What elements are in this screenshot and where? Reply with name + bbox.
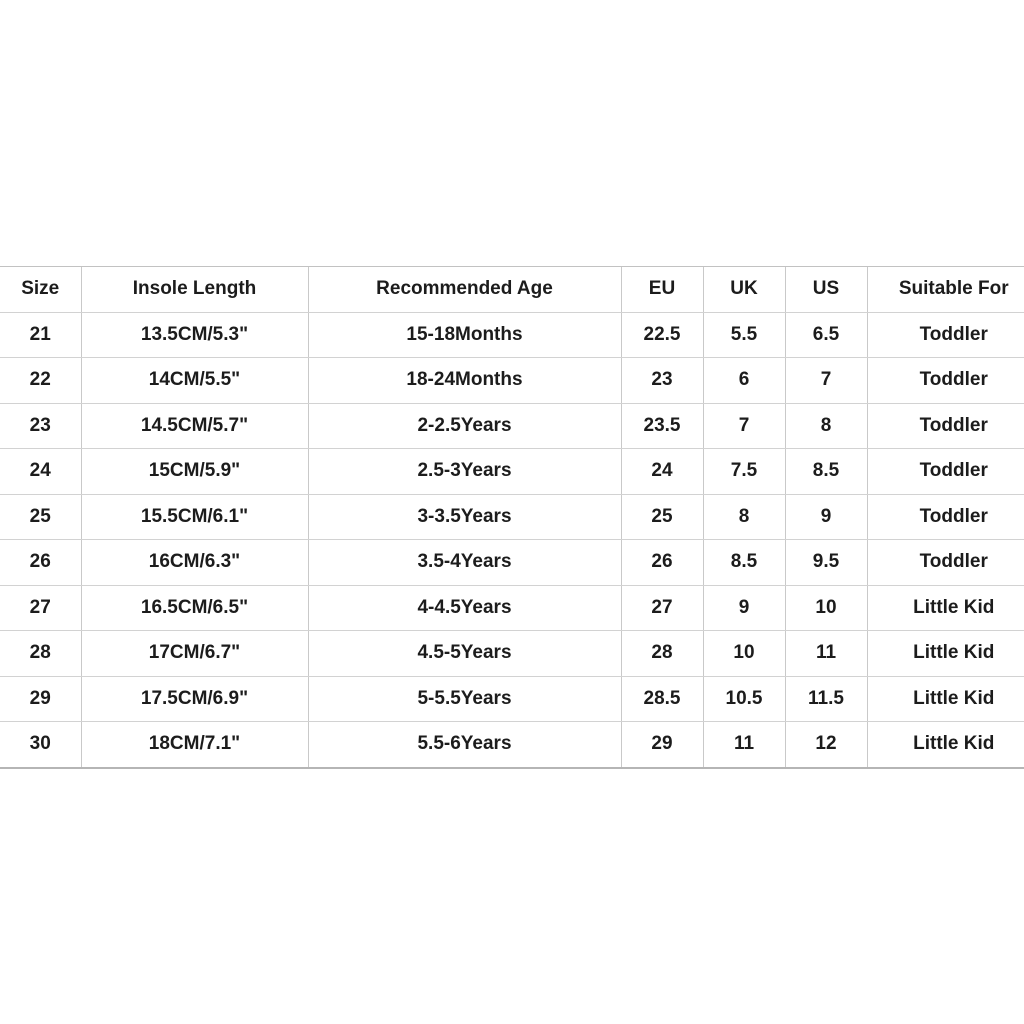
column-header-suitable-for: Suitable For bbox=[867, 267, 1024, 313]
cell-insole-length: 17CM/6.7" bbox=[81, 631, 308, 677]
cell-uk: 11 bbox=[703, 722, 785, 768]
cell-eu: 27 bbox=[621, 585, 703, 631]
cell-size: 26 bbox=[0, 540, 81, 586]
cell-insole-length: 18CM/7.1" bbox=[81, 722, 308, 768]
cell-suitable-for: Toddler bbox=[867, 494, 1024, 540]
cell-suitable-for: Little Kid bbox=[867, 722, 1024, 768]
cell-uk: 8 bbox=[703, 494, 785, 540]
cell-uk: 10 bbox=[703, 631, 785, 677]
column-header-insole-length: Insole Length bbox=[81, 267, 308, 313]
cell-size: 30 bbox=[0, 722, 81, 768]
table-row bbox=[0, 585, 1024, 631]
cell-size: 21 bbox=[0, 312, 81, 358]
cell-insole-length: 14.5CM/5.7" bbox=[81, 403, 308, 449]
cell-recommended-age: 5-5.5Years bbox=[308, 676, 621, 722]
cell-recommended-age: 3-3.5Years bbox=[308, 494, 621, 540]
cell-insole-length: 16.5CM/6.5" bbox=[81, 585, 308, 631]
column-header-uk: UK bbox=[703, 267, 785, 313]
table-row bbox=[0, 403, 1024, 449]
table-row bbox=[0, 631, 1024, 677]
cell-suitable-for: Toddler bbox=[867, 403, 1024, 449]
cell-suitable-for: Little Kid bbox=[867, 631, 1024, 677]
cell-eu: 24 bbox=[621, 449, 703, 495]
cell-recommended-age: 5.5-6Years bbox=[308, 722, 621, 768]
cell-us: 9.5 bbox=[785, 540, 867, 586]
table-row bbox=[0, 722, 1024, 768]
header-row bbox=[0, 267, 1024, 313]
cell-eu: 23.5 bbox=[621, 403, 703, 449]
cell-size: 25 bbox=[0, 494, 81, 540]
cell-size: 27 bbox=[0, 585, 81, 631]
cell-us: 8.5 bbox=[785, 449, 867, 495]
cell-eu: 23 bbox=[621, 358, 703, 404]
cell-suitable-for: Toddler bbox=[867, 358, 1024, 404]
column-header-eu: EU bbox=[621, 267, 703, 313]
cell-insole-length: 15CM/5.9" bbox=[81, 449, 308, 495]
cell-eu: 28 bbox=[621, 631, 703, 677]
cell-size: 22 bbox=[0, 358, 81, 404]
cell-us: 6.5 bbox=[785, 312, 867, 358]
cell-uk: 8.5 bbox=[703, 540, 785, 586]
cell-insole-length: 15.5CM/6.1" bbox=[81, 494, 308, 540]
cell-uk: 6 bbox=[703, 358, 785, 404]
cell-us: 11 bbox=[785, 631, 867, 677]
table-row bbox=[0, 494, 1024, 540]
cell-insole-length: 14CM/5.5" bbox=[81, 358, 308, 404]
cell-recommended-age: 18-24Months bbox=[308, 358, 621, 404]
cell-uk: 10.5 bbox=[703, 676, 785, 722]
cell-uk: 7.5 bbox=[703, 449, 785, 495]
cell-recommended-age: 4-4.5Years bbox=[308, 585, 621, 631]
cell-recommended-age: 4.5-5Years bbox=[308, 631, 621, 677]
cell-size: 28 bbox=[0, 631, 81, 677]
cell-eu: 22.5 bbox=[621, 312, 703, 358]
cell-size: 23 bbox=[0, 403, 81, 449]
size-chart bbox=[0, 266, 1024, 769]
cell-insole-length: 13.5CM/5.3" bbox=[81, 312, 308, 358]
cell-suitable-for: Little Kid bbox=[867, 585, 1024, 631]
cell-eu: 26 bbox=[621, 540, 703, 586]
cell-suitable-for: Toddler bbox=[867, 449, 1024, 495]
cell-eu: 28.5 bbox=[621, 676, 703, 722]
cell-us: 9 bbox=[785, 494, 867, 540]
table-row bbox=[0, 540, 1024, 586]
cell-size: 24 bbox=[0, 449, 81, 495]
column-header-recommended-age: Recommended Age bbox=[308, 267, 621, 313]
table-row bbox=[0, 358, 1024, 404]
cell-us: 7 bbox=[785, 358, 867, 404]
cell-us: 8 bbox=[785, 403, 867, 449]
table-body bbox=[0, 312, 1024, 768]
table-row bbox=[0, 676, 1024, 722]
column-header-size: Size bbox=[0, 267, 81, 313]
column-header-us: US bbox=[785, 267, 867, 313]
cell-eu: 25 bbox=[621, 494, 703, 540]
cell-us: 11.5 bbox=[785, 676, 867, 722]
cell-size: 29 bbox=[0, 676, 81, 722]
cell-uk: 7 bbox=[703, 403, 785, 449]
cell-eu: 29 bbox=[621, 722, 703, 768]
cell-insole-length: 16CM/6.3" bbox=[81, 540, 308, 586]
cell-insole-length: 17.5CM/6.9" bbox=[81, 676, 308, 722]
cell-uk: 9 bbox=[703, 585, 785, 631]
cell-suitable-for: Little Kid bbox=[867, 676, 1024, 722]
cell-suitable-for: Toddler bbox=[867, 312, 1024, 358]
table-row bbox=[0, 312, 1024, 358]
size-table bbox=[0, 266, 1024, 769]
table-row bbox=[0, 449, 1024, 495]
cell-recommended-age: 2.5-3Years bbox=[308, 449, 621, 495]
cell-recommended-age: 3.5-4Years bbox=[308, 540, 621, 586]
cell-us: 10 bbox=[785, 585, 867, 631]
cell-recommended-age: 15-18Months bbox=[308, 312, 621, 358]
cell-suitable-for: Toddler bbox=[867, 540, 1024, 586]
cell-uk: 5.5 bbox=[703, 312, 785, 358]
cell-recommended-age: 2-2.5Years bbox=[308, 403, 621, 449]
cell-us: 12 bbox=[785, 722, 867, 768]
